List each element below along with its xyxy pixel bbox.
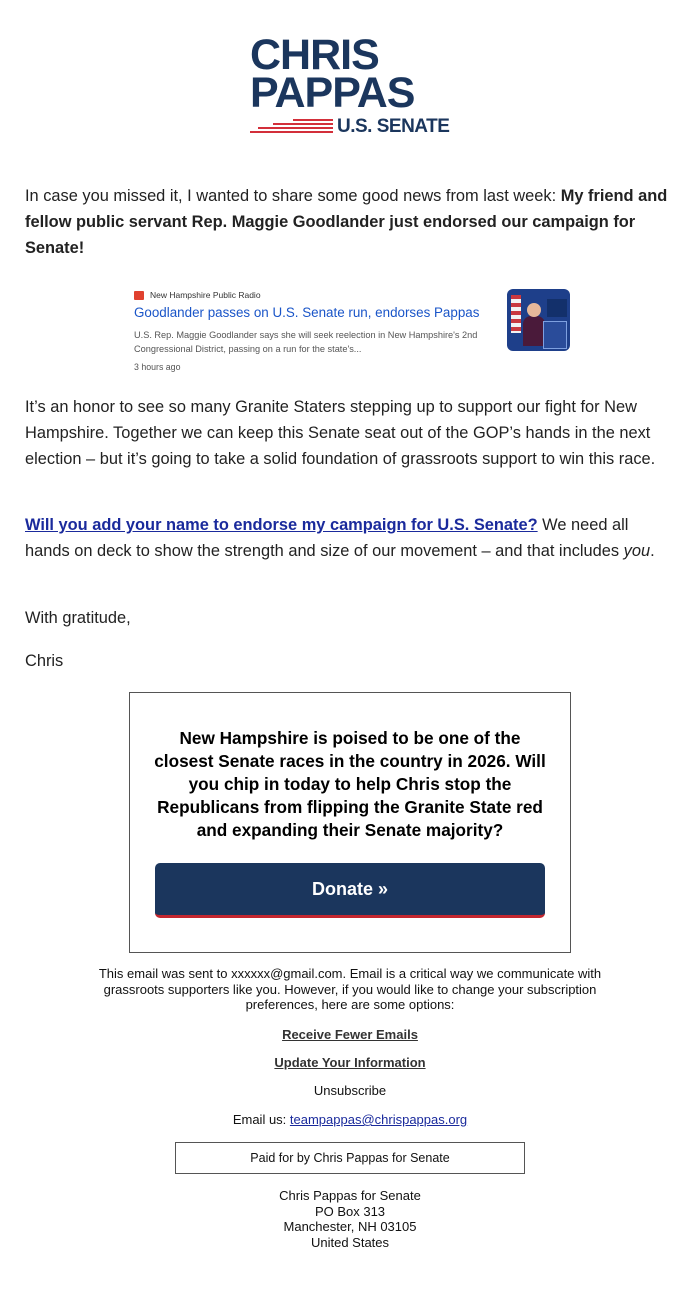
donate-button[interactable]: Donate » [155, 863, 545, 918]
logo-line-chris: CHRIS [250, 31, 379, 79]
news-card[interactable] [130, 284, 572, 376]
email-link[interactable]: teampappas@chrispappas.org [289, 1112, 468, 1127]
logo-line-pappas: PAPPAS [250, 69, 415, 117]
logo-line-senate: U.S. SENATE [337, 116, 450, 137]
news-thumbnail[interactable] [507, 289, 570, 351]
mailing-address: Chris Pappas for Senate PO Box 313 Manchester, NH 03105 United States [279, 1188, 421, 1250]
email-us: Email us: teampappas@chrispappas.org [232, 1112, 468, 1127]
signature: Chris [25, 652, 64, 670]
nhpr-source-icon [134, 291, 144, 300]
chris-pappas-logo [250, 31, 452, 144]
intro-paragraph: In case you missed it, I wanted to share some good news from last week: My friend and fellow public servant Rep. Maggie Goodlander just endorsed our campaign for Senate! [25, 187, 668, 257]
paid-for-disclaimer: Paid for by Chris Pappas for Senate [175, 1142, 525, 1174]
endorse-link[interactable]: Will you add your name to endorse my campaign for U.S. Senate? [25, 516, 538, 534]
news-time: 3 hours ago [134, 362, 181, 372]
update-information-link[interactable]: Update Your Information [274, 1055, 426, 1070]
body-paragraph-2: Will you add your name to endorse my campaign for U.S. Senate? We need all hands on deck to show the strength and size of our movement – and that includes you. [25, 516, 655, 560]
donate-box [129, 692, 571, 953]
footer-notice: This email was sent to xxxxxx@gmail.com. Email is a critical way we communicate with grassroots supporters like you. However, if you would like to change your subscription preferences, here are some options: [98, 966, 602, 1012]
intro-bold: My friend and fellow public servant Rep. Maggie Goodlander just endorsed our campaign for Senate! [25, 187, 668, 257]
signoff: With gratitude, [25, 609, 131, 627]
logo-stripes [250, 119, 333, 135]
unsubscribe-link[interactable]: Unsubscribe [313, 1083, 387, 1098]
body-paragraph-1: It’s an honor to see so many Granite Staters stepping up to support our fight for New Hampshire. Together we can keep this Senate seat out of the GOP’s hands in the next election – but it’s going to take a solid foundation of grassroots support to win this race. [25, 398, 656, 468]
news-source: New Hampshire Public Radio [150, 290, 261, 300]
news-snippet: U.S. Rep. Maggie Goodlander says she will seek reelection in New Hampshire's 2nd Congressional District, passing on a run for the state's... [134, 330, 478, 354]
news-headline[interactable]: Goodlander passes on U.S. Senate run, endorses Pappas [134, 305, 480, 320]
donate-appeal: New Hampshire is poised to be one of the closest Senate races in the country in 2026. Will you chip in today to help Chris stop the Republicans from flipping the Granite State red and expanding their Senate majority? [154, 728, 546, 840]
receive-fewer-emails-link[interactable]: Receive Fewer Emails [282, 1027, 418, 1042]
